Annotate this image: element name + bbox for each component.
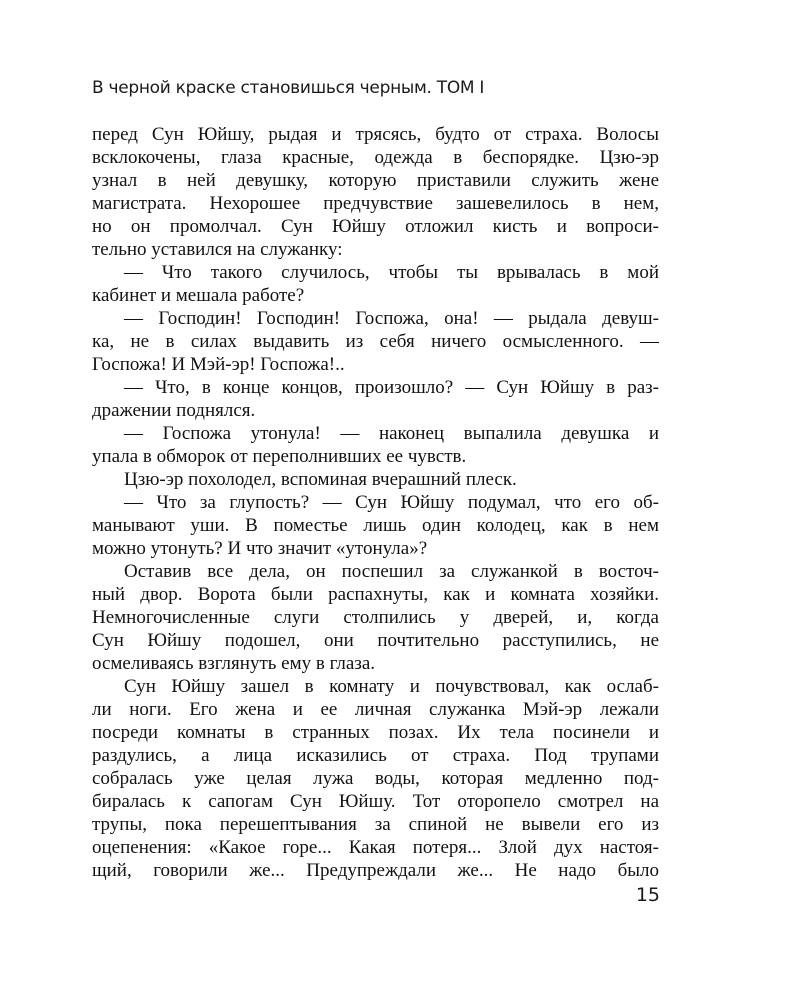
text-line: упала в обморок от переполнивших ее чувств. [92,446,467,467]
text-line: всклокочены, глаза красные, одежда в беспорядке. Цзю-эр [92,147,659,168]
text-line: оцепенения: «Какое горе... Какая потеря... Злой дух настоя- [92,837,659,858]
text-line: — Что такого случилось, чтобы ты врывалась в мой [124,262,659,283]
text-line: — Господин! Господин! Госпожа, она! — рыдала девуш- [124,308,659,329]
text-line: Немногочисленные слуги столпились у дверей, и, когда [92,607,659,628]
text-line: щий, говорили же... Предупреждали же... Не надо было [92,860,659,881]
page-number: 15 [635,884,660,906]
text-line: Сун Юйшу подошел, они почтительно расступились, не [92,630,659,651]
text-line: Госпожа! И Мэй-эр! Госпожа!.. [92,354,345,375]
running-header: В черной краске становишься черным. ТОМ I [92,78,485,98]
text-line: тельно уставился на служанку: [92,239,343,260]
text-line: Оставив все дела, он поспешил за служанкой в восточ- [124,561,659,582]
text-line: можно утонуть? И что значит «утонула»? [92,538,428,559]
body-text [92,123,659,882]
text-line: манывают уши. В поместье лишь один колодец, как в нем [92,515,659,536]
text-line: магистрата. Нехорошее предчувствие зашевелилось в нем, [92,193,659,214]
text-line: — Госпожа утонула! — наконец выпалила девушка и [124,423,659,444]
text-line: — Что, в конце концов, произошло? — Сун Юйшу в раз- [124,377,659,398]
text-line: Сун Юйшу зашел в комнату и почувствовал, как ослаб- [124,676,659,697]
text-line: — Что за глупость? — Сун Юйшу подумал, что его об- [124,492,659,513]
text-line: ный двор. Ворота были распахнуты, как и комната хозяйки. [92,584,659,605]
text-line: перед Сун Юйшу, рыдая и трясясь, будто от страха. Волосы [92,124,659,145]
text-line: ли ноги. Его жена и ее личная служанка Мэй-эр лежали [92,699,659,720]
text-line: но он промолчал. Сун Юйшу отложил кисть и вопроси- [92,216,659,237]
text-line: дражении поднялся. [92,400,256,421]
text-line: ка, не в силах выдавить из себя ничего осмысленного. — [92,331,659,352]
text-line: трупы, пока перешептывания за спиной не вывели его из [92,814,659,835]
text-line: узнал в ней девушку, которую приставили служить жене [92,170,659,191]
text-line: осмеливаясь взглянуть ему в глаза. [92,653,376,674]
text-line: биралась к сапогам Сун Юйшу. Тот оторопело смотрел на [92,791,659,812]
text-line: раздулись, а лица исказились от страха. Под трупами [92,745,659,766]
text-line: собралась уже целая лужа воды, которая медленно под- [92,768,659,789]
text-line: посреди комнаты в странных позах. Их тела посинели и [92,722,659,743]
text-line: кабинет и мешала работе? [92,285,305,306]
text-line: Цзю-эр похолодел, вспоминая вчерашний плеск. [124,469,517,490]
